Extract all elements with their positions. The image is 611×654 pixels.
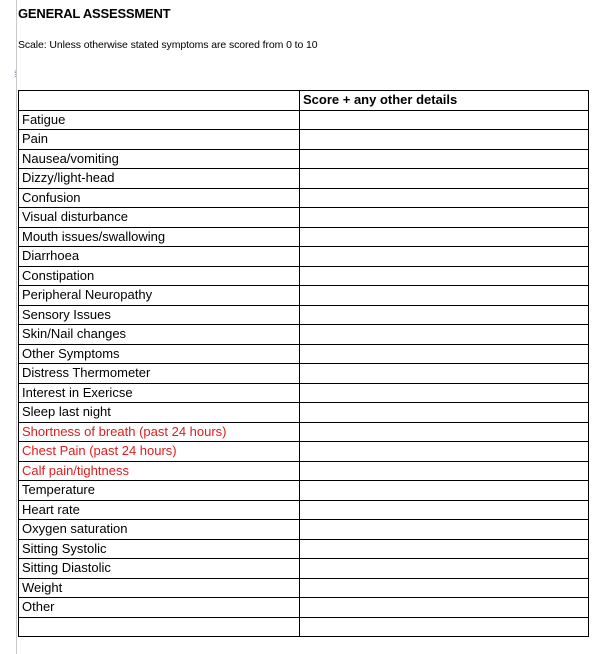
table-row (19, 559, 589, 579)
score-details-cell[interactable] (300, 286, 589, 306)
symptom-label-cell[interactable]: Peripheral Neuropathy (19, 286, 300, 306)
symptom-label-cell[interactable]: Nausea/vomiting (19, 149, 300, 169)
symptom-label-cell[interactable]: Sensory Issues (19, 305, 300, 325)
table-row (19, 598, 589, 618)
table-row (19, 325, 589, 345)
score-details-cell[interactable] (300, 481, 589, 501)
table-header-row (19, 91, 589, 111)
symptom-label-cell[interactable]: Calf pain/tightness (19, 461, 300, 481)
assessment-table (18, 90, 589, 637)
symptom-label-cell[interactable]: Sitting Systolic (19, 539, 300, 559)
table-row (19, 442, 589, 462)
table-row (19, 305, 589, 325)
score-details-cell[interactable] (300, 130, 589, 150)
table-row (19, 520, 589, 540)
score-details-cell[interactable] (300, 110, 589, 130)
symptom-label-cell[interactable]: Visual disturbance (19, 208, 300, 228)
table-row (19, 364, 589, 384)
score-details-cell[interactable] (300, 227, 589, 247)
table-row (19, 578, 589, 598)
symptom-label-cell[interactable]: Mouth issues/swallowing (19, 227, 300, 247)
header-cell-score[interactable]: Score + any other details (300, 91, 589, 111)
table-row (19, 422, 589, 442)
table-row (19, 539, 589, 559)
symptom-label-cell[interactable]: Other (19, 598, 300, 618)
score-details-cell[interactable] (300, 520, 589, 540)
table-row (19, 617, 589, 637)
table-row (19, 188, 589, 208)
symptom-label-cell[interactable]: Dizzy/light-head (19, 169, 300, 189)
score-details-cell[interactable] (300, 188, 589, 208)
score-details-cell[interactable] (300, 617, 589, 637)
score-details-cell[interactable] (300, 247, 589, 267)
symptom-label-cell[interactable]: Sitting Diastolic (19, 559, 300, 579)
symptom-label-cell[interactable]: Pain (19, 130, 300, 150)
score-details-cell[interactable] (300, 422, 589, 442)
score-details-cell[interactable] (300, 305, 589, 325)
table-row (19, 227, 589, 247)
symptom-label-cell[interactable]: Oxygen saturation (19, 520, 300, 540)
symptom-label-cell[interactable] (19, 617, 300, 637)
header-cell-label[interactable] (19, 91, 300, 111)
symptom-label-cell[interactable]: Constipation (19, 266, 300, 286)
score-details-cell[interactable] (300, 169, 589, 189)
table-row (19, 461, 589, 481)
symptom-label-cell[interactable]: Sleep last night (19, 403, 300, 423)
table-row (19, 403, 589, 423)
symptom-label-cell[interactable]: Shortness of breath (past 24 hours) (19, 422, 300, 442)
score-details-cell[interactable] (300, 383, 589, 403)
score-details-cell[interactable] (300, 539, 589, 559)
scale-note: Scale: Unless otherwise stated symptoms are scored from 0 to 10 (18, 39, 318, 51)
symptom-label-cell[interactable]: Interest in Exericse (19, 383, 300, 403)
score-details-cell[interactable] (300, 266, 589, 286)
score-details-cell[interactable] (300, 149, 589, 169)
score-details-cell[interactable] (300, 442, 589, 462)
symptom-label-cell[interactable]: Fatigue (19, 110, 300, 130)
table-row (19, 344, 589, 364)
table-row (19, 383, 589, 403)
table-row (19, 481, 589, 501)
table-row (19, 169, 589, 189)
score-details-cell[interactable] (300, 500, 589, 520)
table-row (19, 149, 589, 169)
symptom-label-cell[interactable]: Confusion (19, 188, 300, 208)
table-row (19, 266, 589, 286)
score-details-cell[interactable] (300, 344, 589, 364)
table-row (19, 500, 589, 520)
symptom-label-cell[interactable]: Chest Pain (past 24 hours) (19, 442, 300, 462)
score-details-cell[interactable] (300, 208, 589, 228)
table-body (19, 110, 589, 637)
symptom-label-cell[interactable]: Weight (19, 578, 300, 598)
symptom-label-cell[interactable]: Skin/Nail changes (19, 325, 300, 345)
score-details-cell[interactable] (300, 578, 589, 598)
score-details-cell[interactable] (300, 559, 589, 579)
table-row (19, 286, 589, 306)
score-details-cell[interactable] (300, 325, 589, 345)
table-row (19, 247, 589, 267)
symptom-label-cell[interactable]: Distress Thermometer (19, 364, 300, 384)
table-row (19, 208, 589, 228)
document-title: GENERAL ASSESSMENT (18, 6, 171, 21)
score-details-cell[interactable] (300, 598, 589, 618)
table-row (19, 130, 589, 150)
symptom-label-cell[interactable]: Other Symptoms (19, 344, 300, 364)
score-details-cell[interactable] (300, 364, 589, 384)
score-details-cell[interactable] (300, 461, 589, 481)
table-row (19, 110, 589, 130)
score-details-cell[interactable] (300, 403, 589, 423)
text-cursor-icon[interactable]: ⁞ (14, 69, 17, 79)
symptom-label-cell[interactable]: Diarrhoea (19, 247, 300, 267)
symptom-label-cell[interactable]: Temperature (19, 481, 300, 501)
margin-guide (16, 0, 17, 654)
symptom-label-cell[interactable]: Heart rate (19, 500, 300, 520)
